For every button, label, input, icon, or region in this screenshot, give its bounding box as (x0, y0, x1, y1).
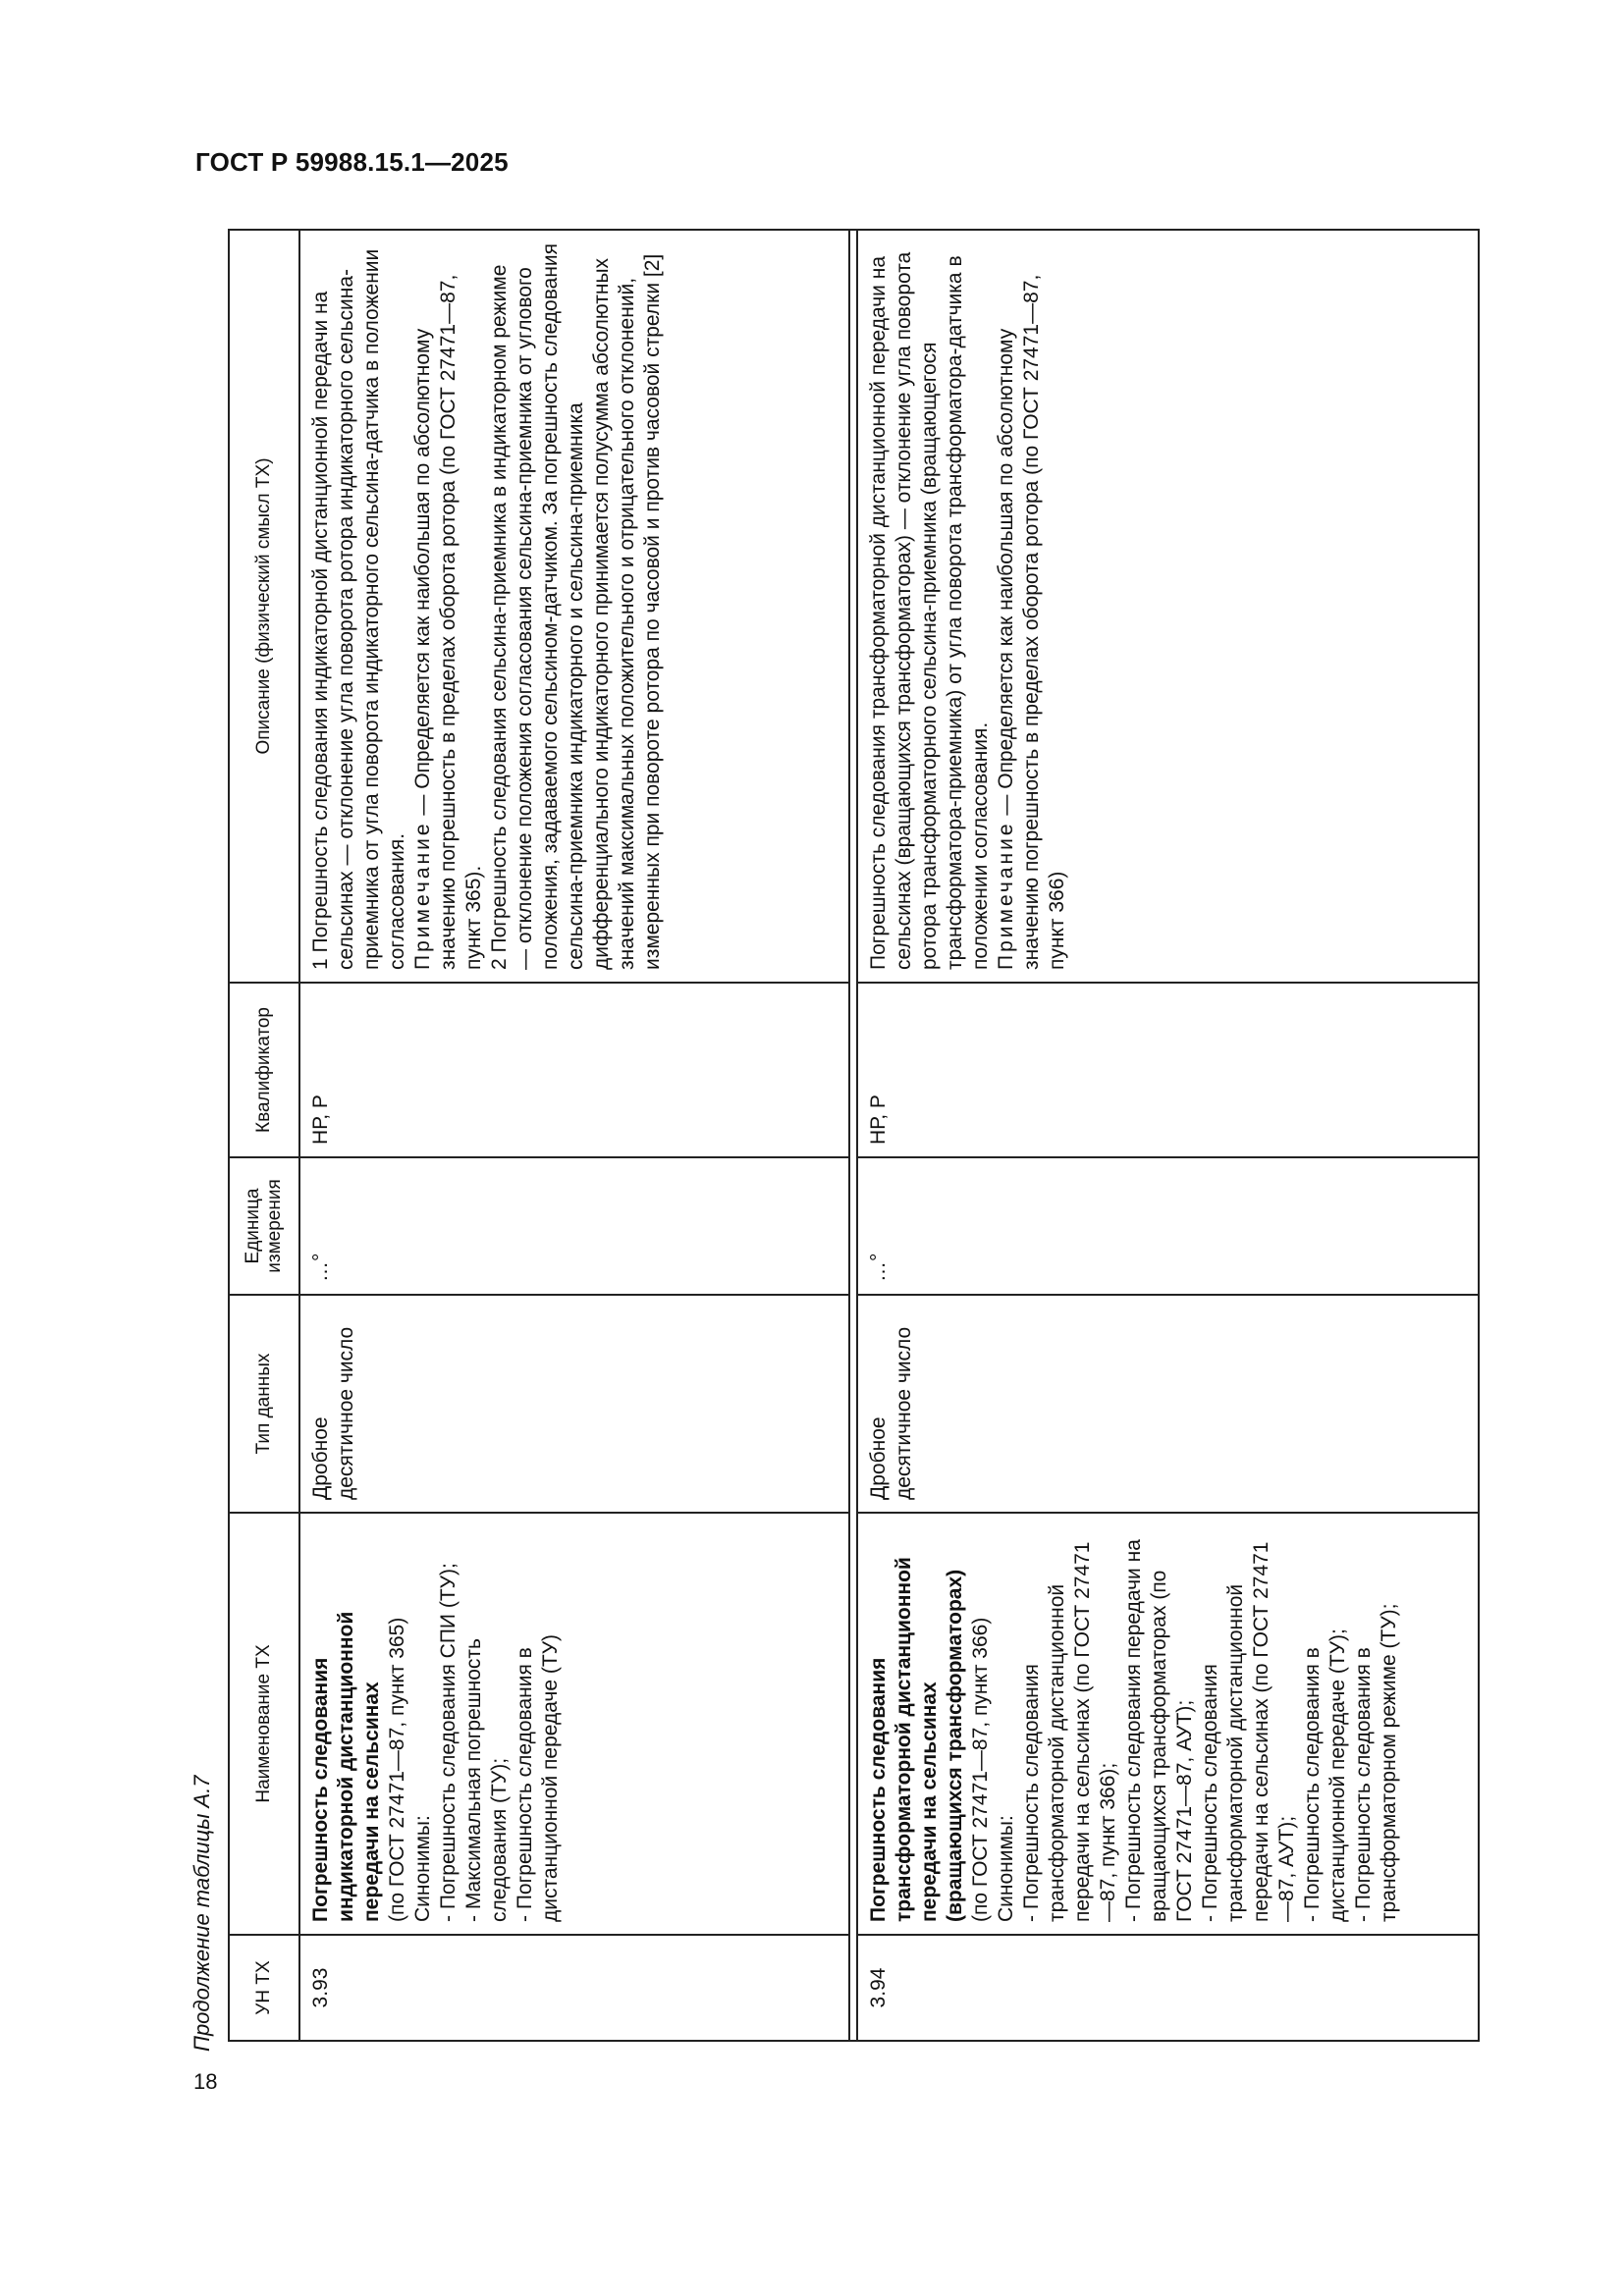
row-desc-text: 1 Погрешность следования индикаторной дистанционной передачи на сельсинах — отклонение угла поворота ротора индикаторного сельсина-приемника от угла поворота индикаторного сельсина-датчика в положении согласования. (309, 248, 408, 970)
row-unit: …° (857, 1157, 1479, 1295)
row-un: 3.94 (857, 1935, 1479, 2041)
row-desc-note (994, 242, 1070, 970)
row-description (857, 230, 1479, 983)
note-label: Примечание (411, 821, 434, 970)
table-row (857, 230, 1479, 2041)
row-desc-text: Погрешность следования трансформаторной дистанционной передачи на сельсинах (вращающихся трансформаторах) — отклонение угла поворота ротора трансформаторного сельсина-приемника (вращающегося трансформатора-приемника) от угла поворота трансформатора-датчика в положении согласования. (867, 251, 992, 970)
row-name-line: - Погрешность следования в дистанционной передаче (ТУ) (514, 1633, 562, 1922)
row-name-title: Погрешность следования трансформаторной дистанционной передачи на сельсинах (вращающихся трансформаторах) (867, 1557, 966, 1922)
row-qualifier: НР, Р (857, 983, 1479, 1157)
table-row (299, 230, 849, 2041)
note-label: Примечание (995, 821, 1017, 970)
row-data-type: Дробное десятичное число (857, 1295, 1479, 1513)
row-name (857, 1513, 1479, 1935)
characteristics-table (228, 229, 1480, 2042)
row-name-line: (по ГОСТ 27471—87, пункт 365) (386, 1617, 408, 1922)
col-header-qualifier: Квалификатор (229, 983, 299, 1157)
row-un: 3.93 (299, 1935, 849, 2041)
row-unit: …° (299, 1157, 849, 1295)
row-name-line: - Погрешность следования трансформаторной дистанционной передачи на сельсинах (по ГОСТ 27471—87, АУТ); (1199, 1541, 1298, 1922)
row-name-line: Синонимы: (995, 1815, 1017, 1922)
note-text: — Определяется как наибольшая по абсолютному значению погрешность в пределах оборота ротора (по ГОСТ 27471—87, пункт 366) (995, 274, 1068, 970)
note-text: — Определяется как наибольшая по абсолютному значению погрешность в пределах оборота ротора (по ГОСТ 27471—87, пункт 365). (411, 274, 485, 970)
table-caption: Продолжение таблицы А.7 (189, 1775, 214, 2052)
col-header-un: УН ТХ (229, 1935, 299, 2041)
row-name-line: Синонимы: (411, 1815, 434, 1922)
row-name-line: - Погрешность следования в трансформаторном режиме (ТУ); (1352, 1603, 1400, 1922)
row-name-line: - Погрешность следования передачи на вращающихся трансформаторах (по ГОСТ 27471—87, АУТ); (1122, 1539, 1196, 1922)
row-desc-note (410, 242, 487, 970)
page-number: 18 (193, 2069, 218, 2094)
row-qualifier: НР, Р (299, 983, 849, 1157)
rotated-table-container (228, 231, 1480, 2042)
document-code: ГОСТ Р 59988.15.1—2025 (195, 147, 509, 177)
row-description (299, 230, 849, 983)
row-separator-cell (849, 230, 857, 2041)
row-name (299, 1513, 849, 1935)
col-header-description: Описание (физический смысл ТХ) (229, 230, 299, 983)
row-desc-text: 2 Погрешность следования сельсина-приемника в индикаторном режиме — отклонение положения согласования сельсина-приемника от углового положения, задаваемого сельсином-датчиком. За погрешность следования сельсина-приемника индикаторного и сельсина-приемника дифференциального индикаторного принимается полусумма абсолютных значений максимальных положительного и отрицательного отклонений, измеренных при повороте ротора по часовой и против часовой стрелки [2] (488, 242, 664, 970)
row-name-line: (по ГОСТ 27471—87, пункт 366) (969, 1617, 992, 1922)
row-name-line: - Погрешность следования в дистанционной передаче (ТУ); (1301, 1629, 1349, 1922)
col-header-unit: Единица измерения (229, 1157, 299, 1295)
row-separator (849, 230, 857, 2041)
row-name-line: - Погрешность следования трансформаторной дистанционной передачи на сельсинах (по ГОСТ 27471—87, пункт 366); (1020, 1541, 1119, 1922)
row-name-line: - Максимальная погрешность следования (ТУ); (462, 1638, 511, 1922)
table-header-row (229, 230, 299, 2041)
row-name-title: Погрешность следования индикаторной дистанционной передачи на сельсинах (309, 1611, 383, 1922)
row-name-line: - Погрешность следования СПИ (ТУ); (437, 1563, 460, 1922)
row-data-type: Дробное десятичное число (299, 1295, 849, 1513)
col-header-name: Наименование ТХ (229, 1513, 299, 1935)
col-header-type: Тип данных (229, 1295, 299, 1513)
